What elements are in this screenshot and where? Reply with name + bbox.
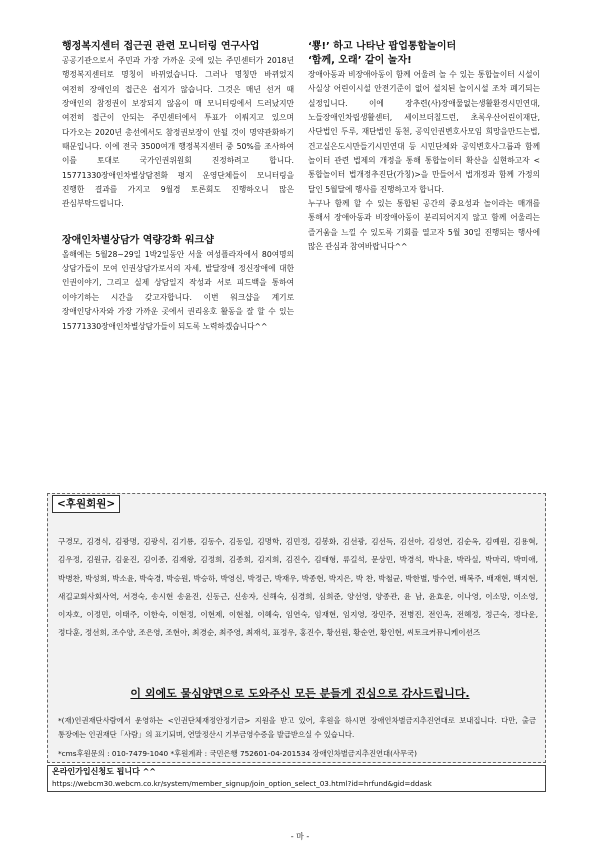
section-body-monitoring: 공공기관으로서 주민과 가장 가까운 곳에 있는 주민센터가 2018년 행정복지센터로 명칭이 바뀌었습니다. 그러나 명칭만 바뀌었지 여전히 장애인의 접근은 쉽지가 않습니다. 그것은 매년 선거 때 장애인의 참정권이 보장되지 않음이 매 모니터링에서 드러났지만 여전히 접근이 안되는 주민센터에서 투표가 이뤄지고 있으며 다가오는 2020년 총선에서도 참정권보장이 안될 것이 명약관화하기 때문입니다. 이에 전국 3500여개 행정복지센터 중 50%를 조사하여 이를 토대로 국가인권위원회 진정하려고 합니다. 15771330장애인차별상담전화 평지 운영단체들이 모니터링을 진행한 결과를 가지고 9월경 토론회도 진행하오니 많은 관심부탁드립니다. (62, 56, 294, 209)
page-number: - 마 - (290, 832, 310, 841)
donation-notice: *(재)인권재단사람에서 운영하는 <인권단체재정안정기금> 지원을 받고 있어, 후원을 하시면 장애인차별금지추진연대로 보내집니다. 다만, 출금 통장에는 인권재단「사람」의 표기되며, 연말정산시 기부금영수증을 발급받으실 수 있습니다. (58, 716, 536, 739)
donation-contact: *cms후원문의 : 010-7479-1040 *후원계좌 : 국민은행 752601-04-201534 장애인차별금지추진연대(사무국) (58, 749, 417, 758)
section-body-playground-2: 누구나 함께 할 수 있는 통합된 공간의 중요성과 놀이라는 매개를 통해서 장애아동과 비장애아동이 분리되어지지 않고 함께 어울리는 즐거움을 느낄 수 있도록 기회를 열고자 5월 30일 진행되는 행사에 많은 관심과 참여바랍니다^^ (308, 199, 540, 252)
section-body-workshop: 올해에는 5월28~29일 1박2일동안 서울 여성플라자에서 80여명의 상담가들이 모여 인권상담가로서의 자세, 발달장애 정신장애에 대한 인권이야기, 그리고 실제 상담일지 작성과 서로 피드백을 통하여 이야기하는 시간을 갖고자합니다. 이번 워크샵을 계기로 장애인당사자와 가장 가까운 곳에서 권리옹호 활동을 잘 할 수 있는 15771330장애인차별상담가들이 되도록 노력하겠습니다^^ (62, 249, 294, 331)
right-column (308, 40, 540, 254)
donor-names: 구경모, 김경식, 김광명, 김광식, 김기룡, 김동수, 김동일, 김명학, 김민정, 김봉화, 김선광, 김선득, 김선아, 김성연, 김순옥, 김예원, 김용혁, 김우정, 김원규, 김윤진, 김이종, 김재왕, 김정희, 김종희, 김지희, 김진수, 김태형, 류길석, 문상민, 박경석, 박나윤, 박라실, 박마리, 박미애, 박병찬, 박성희, 박소윤, 박숙경, 박승원, 박승하, 박영신, 박정근, 박재우, 박종현, 박지은, 박 찬, 박철균, 박한별, 방수연, 배복주, 배재현, 백지현, 새길교회사회사역, 서경숙, 송시현 송윤진, 신동근, 신송자, 신해숙, 심경희, 심희준, 양선영, 양종관, 윤 남, 윤효운, 이나영, 이소망, 이소영, 이자호, 이정민, 이태주, 이한숙, 이현정, 이현제, 이현철, 이혜숙, 임연숙, 임재현, 임지영, 장민주, 전병진, 전인옥, 전혜정, 정근숙, 정다운, 정다훈, 정선희, 조수양, 조은영, 조현아, 최경순, 최주영, 최재석, 표정우, 홍진수, 황선원, 황순연, 황인현, 씨토크커뮤니케이션즈 (58, 537, 538, 638)
section-title-playground-1: ‘뿅!’ 하고 나타난 팝업통합놀이터 (308, 41, 457, 52)
online-signup-link[interactable]: https://webcm30.webcm.co.kr/system/member_signup/join_option_select_03.html?id=hrfund&gid=ddask (52, 779, 432, 788)
thanks-text: 이 외에도 물심양면으로 도와주신 모든 분들게 진심으로 감사드립니다. (130, 687, 470, 700)
thanks-message (0, 685, 600, 701)
section-title-workshop: 장애인차별상담가 역량강화 워크샵 (62, 234, 214, 246)
section-title-monitoring: 행정복지센터 접근권 관련 모니터링 연구사업 (62, 41, 260, 52)
online-signup-title: 온라인가입신청도 됩니다 ^^ (52, 767, 156, 776)
section-title-playground-2: ‘함께, 오래’ 같이 놀자! (308, 55, 412, 66)
left-column (62, 40, 294, 334)
donor-title: <후원회원> (52, 495, 120, 513)
section-body-playground: 장애아동과 비장애아동이 함께 어울려 놀 수 있는 통합놀이터 시설이 사실상 어린이시설 안전기준이 없어 설치된 놀이시설 조차 폐기되는 실정입니다. 이에 장추련(사)장애물없는생활환경시민연대, 노들장애인차립생활센터, 세이브더칠드런, 초록우산어린이재단, 사단법인 두루, 재단법인 동천, 공익인권변호사모임 희망을만드는법, 건고실은도시만들기시민연대 등 시민단체와 공익변호사그룹과 함께 놀이터 관련 법제의 개정을 통해 통합놀이터 확산을 실현하고자 <통합놀이터 법개정추진단(가칭)>을 만들어서 법개정과 함께 가정의 달인 5월달에 행사를 진행하고자 합니다. (308, 70, 540, 194)
